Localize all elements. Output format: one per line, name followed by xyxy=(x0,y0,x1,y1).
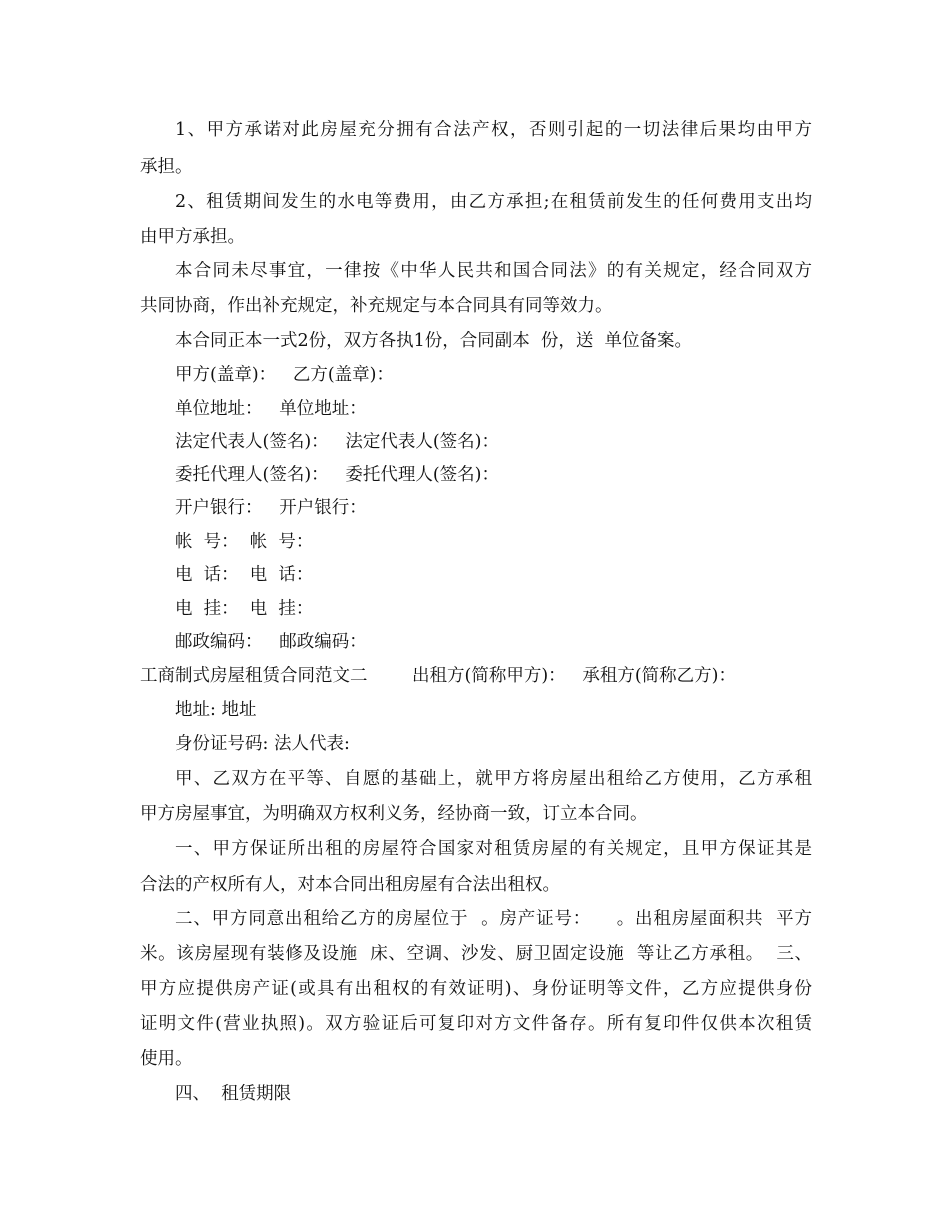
article-1-line-2: 合法的产权所有人，对本合同出租房屋有合法出租权。 xyxy=(140,875,560,895)
article-3-line-1: 甲方应提供房产证(或具有出租权的有效证明)、身份证明等文件，乙方应提供身份 xyxy=(140,979,812,999)
article-4-heading: 四、 租赁期限 xyxy=(175,1084,292,1104)
contract-two-heading: 工商制式房屋租赁合同范文二 出租方(简称甲方)： 承租方(简称乙方)： xyxy=(140,666,736,686)
preamble-line-1: 甲、乙双方在平等、自愿的基础上，就甲方将房屋出租给乙方使用，乙方承租 xyxy=(175,769,812,789)
party-seal-line: 甲方(盖章)： 乙方(盖章)： xyxy=(175,365,394,385)
article-2-line-1: 二、甲方同意出租给乙方的房屋位于 。房产证号： 。出租房屋面积共 平方 xyxy=(175,909,812,929)
supplement-line-1: 本合同未尽事宜，一律按《中华人民共和国合同法》的有关规定，经合同双方 xyxy=(175,261,812,281)
clause-2-line-2: 由甲方承担。 xyxy=(140,227,245,247)
article-3-line-3: 使用。 xyxy=(140,1049,193,1069)
bank-line: 开户银行： 开户银行： xyxy=(175,498,367,518)
telegraph-line: 电 挂： 电 挂： xyxy=(175,599,314,619)
phone-line: 电 话： 电 话： xyxy=(175,565,314,585)
article-3-line-2: 证明文件(营业执照)。双方验证后可复印对方文件备存。所有复印件仅供本次租赁 xyxy=(140,1014,812,1034)
preamble-line-2: 甲方房屋事宜，为明确双方权利义务，经协商一致，订立本合同。 xyxy=(140,804,648,824)
address-line-2: 地址: 地址 xyxy=(175,700,257,720)
clause-1-line-2: 承担。 xyxy=(140,157,193,177)
agent-line: 委托代理人(签名)： 委托代理人(签名)： xyxy=(175,465,499,485)
account-line: 帐 号： 帐 号： xyxy=(175,532,314,552)
clause-2-line-1: 2、租赁期间发生的水电等费用，由乙方承担;在租赁前发生的任何费用支出均 xyxy=(175,192,812,212)
article-2-line-2: 米。该房屋现有装修及设施 床、空调、沙发、厨卫固定设施 等让乙方承租。 三、 xyxy=(140,944,812,964)
clause-1-line-1: 1、甲方承诺对此房屋充分拥有合法产权，否则引起的一切法律后果均由甲方 xyxy=(175,120,812,140)
postcode-line: 邮政编码： 邮政编码： xyxy=(175,632,367,652)
supplement-line-2: 共同协商，作出补充规定，补充规定与本合同具有同等效力。 xyxy=(140,296,613,316)
article-1-line-1: 一、甲方保证所出租的房屋符合国家对租赁房屋的有关规定，且甲方保证其是 xyxy=(175,839,812,859)
legal-rep-line: 法定代表人(签名)： 法定代表人(签名)： xyxy=(175,432,499,452)
id-number-line: 身份证号码: 法人代表: xyxy=(175,734,350,754)
address-line: 单位地址： 单位地址： xyxy=(175,399,367,419)
copies-line: 本合同正本一式2份，双方各执1份，合同副本 份，送 单位备案。 xyxy=(175,331,693,351)
